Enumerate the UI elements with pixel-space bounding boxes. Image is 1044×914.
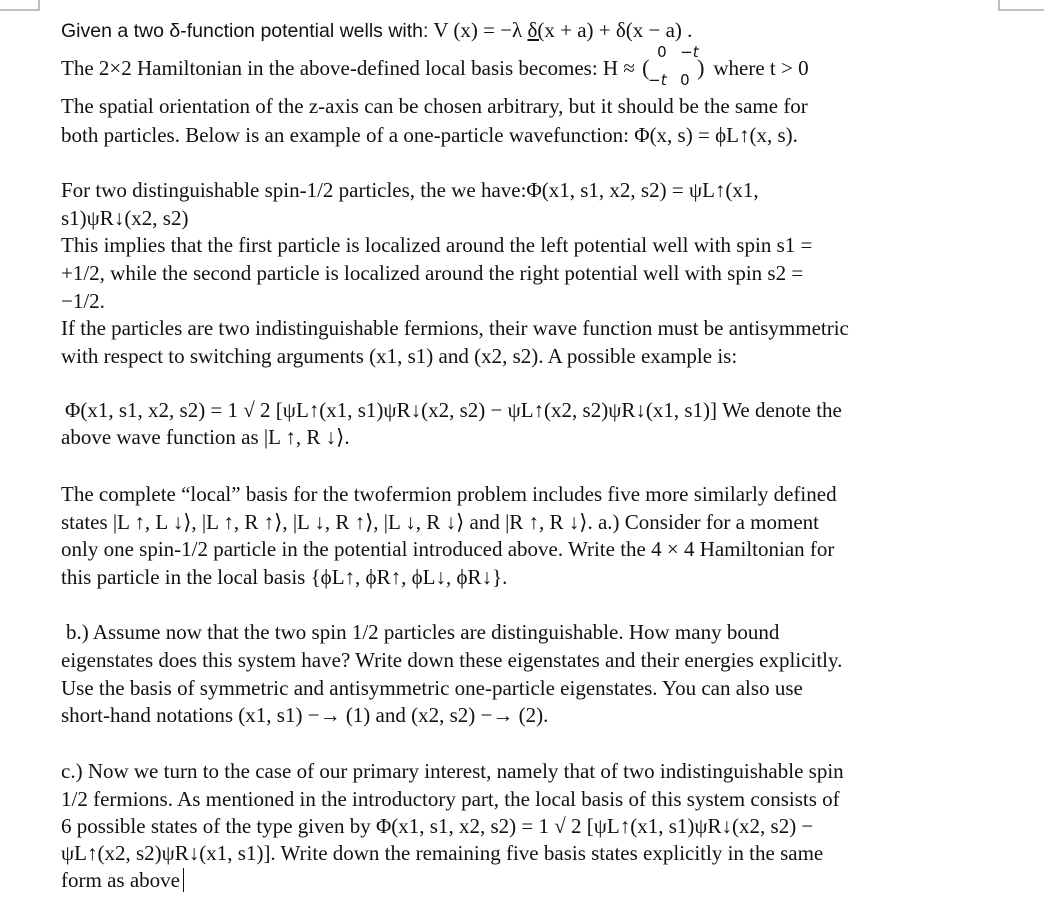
part-b-line-4: short-hand notations (x1, s1) −→ (1) and (x2, s2) −→ (2). (61, 703, 549, 727)
part-c-line-5-text: form as above (61, 868, 180, 892)
part-b-line-3: Use the basis of symmetric and antisymmetric one-particle eigenstates. You can also use (61, 676, 803, 700)
matrix-a21: −t (648, 71, 667, 89)
basis-line-2: states |L ↑, L ↓⟩, |L ↑, R ↑⟩, |L ↓, R ↑⟩, |L ↓, R ↓⟩ and |R ↑, R ↓⟩. a.) Consider for a moment (61, 510, 820, 534)
matrix-close-paren: ) (697, 55, 705, 80)
potential-part-a: V (x) = −λ (428, 18, 528, 42)
basis-line-3: only one spin-1/2 particle in the potential introduced above. Write the 4 × 4 Hamiltonian for (61, 537, 835, 561)
dist-line-3: This implies that the first particle is localized around the left potential well with spin s1 = (61, 233, 813, 257)
crop-mark-left-vertical (38, 0, 40, 11)
dist-line-2: s1)ψR↓(x2, s2) (61, 206, 189, 230)
potential-delta-underlined: δ( (527, 18, 545, 42)
part-c-line-2: 1/2 fermions. As mentioned in the introductory part, the local basis of this system consists of (61, 787, 840, 811)
hamiltonian-matrix (642, 43, 706, 92)
basis-line-1: The complete “local” basis for the twofermion problem includes five more similarly defined (61, 482, 837, 506)
hamiltonian-prefix: The 2×2 Hamiltonian in the above-defined local basis becomes: H ≈ (61, 55, 641, 80)
potential-part-b: x + a) + δ(x − a) . (544, 18, 693, 42)
part-b-line-2: eigenstates does this system have? Write down these eigenstates and their energies explicitly. (61, 648, 843, 672)
basis-line-4: this particle in the local basis {ϕL↑, ϕR↑, ϕL↓, ϕR↓}. (61, 565, 508, 589)
intro-line-1-prefix: Given a two δ-function potential wells with: (61, 20, 429, 42)
matrix-a12: −t (680, 43, 699, 61)
example-line-2: above wave function as |L ↑, R ↓⟩. (61, 425, 350, 449)
intro-line-2 (61, 43, 809, 92)
hamiltonian-suffix: where t > 0 (708, 55, 809, 80)
part-b-line-1: b.) Assume now that the two spin 1/2 particles are distinguishable. How many bound (66, 620, 780, 644)
matrix-a22: 0 (680, 71, 690, 89)
text-cursor[interactable] (183, 868, 184, 892)
dist-line-1: For two distinguishable spin-1/2 particles, the we have:Φ(x1, s1, x2, s2) = ψL↑(x1, (61, 178, 759, 202)
dist-line-6: If the particles are two indistinguishable fermions, their wave function must be antisymmetric (61, 316, 849, 340)
matrix-open-paren: ( (642, 55, 650, 80)
matrix-a11: 0 (657, 43, 667, 61)
part-c-line-5 (61, 866, 184, 894)
example-line-1: Φ(x1, s1, x2, s2) = 1 √ 2 [ψL↑(x1, s1)ψR↓(x2, s2) − ψL↑(x2, s2)ψR↓(x1, s1)] We denote the (65, 398, 842, 422)
intro-line-3: The spatial orientation of the z-axis can be chosen arbitrary, but it should be the same for (61, 94, 808, 118)
dist-line-7: with respect to switching arguments (x1, s1) and (x2, s2). A possible example is: (61, 344, 738, 368)
dist-line-5: −1/2. (61, 289, 105, 313)
intro-line-4: both particles. Below is an example of a one-particle wavefunction: Φ(x, s) = ϕL↑(x, s). (61, 123, 798, 147)
intro-line-1 (61, 16, 692, 45)
crop-mark-left (0, 9, 38, 11)
dist-line-4: +1/2, while the second particle is localized around the right potential well with spin s2 = (61, 261, 804, 285)
part-c-line-1: c.) Now we turn to the case of our primary interest, namely that of two indistinguishable spin (61, 759, 844, 783)
crop-mark-right (1000, 9, 1044, 11)
part-c-line-3: 6 possible states of the type given by Φ(x1, s1, x2, s2) = 1 √ 2 [ψL↑(x1, s1)ψR↓(x2, s2) − (61, 814, 814, 838)
part-c-line-4: ψL↑(x2, s2)ψR↓(x1, s1)]. Write down the remaining five basis states explicitly in the same (61, 841, 824, 865)
